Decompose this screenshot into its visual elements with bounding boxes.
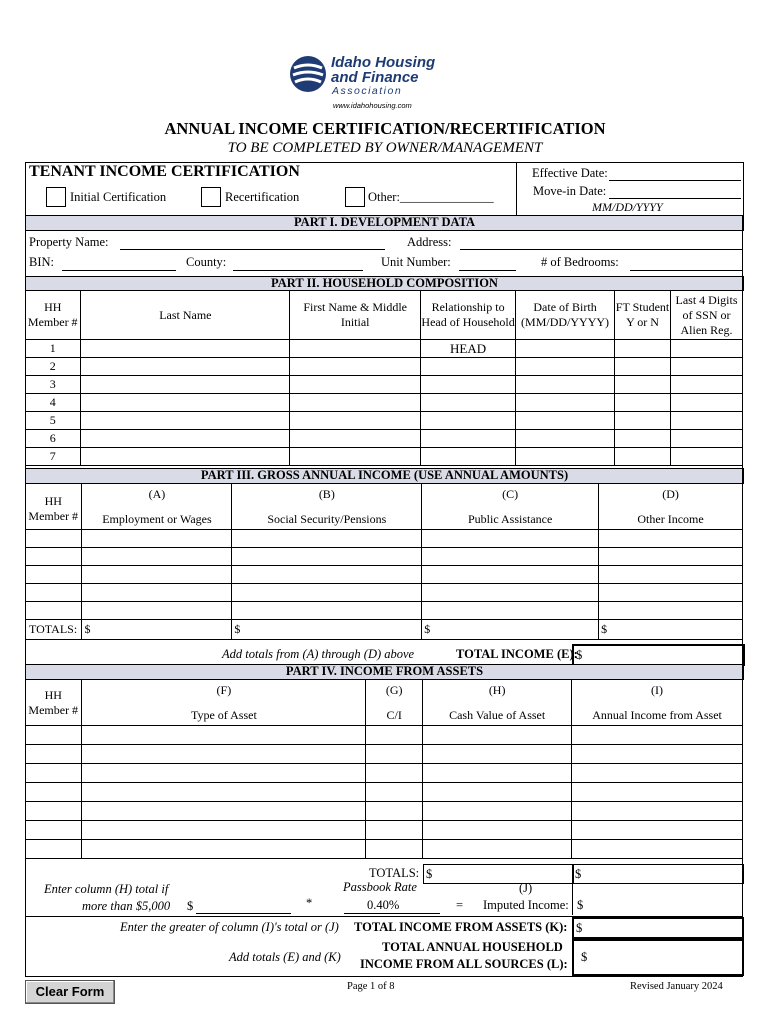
col-ssn: Last 4 Digits of SSN or Alien Reg. [671, 291, 743, 340]
unit-number-label: Unit Number: [381, 255, 451, 269]
ci-field[interactable] [366, 802, 423, 821]
form-bottom-border [25, 976, 743, 977]
col-a-letter: (A) [148, 486, 166, 501]
dob-field[interactable] [516, 394, 615, 412]
logo-line3: Association [332, 85, 403, 97]
passbook-rate-value: 0.40% [367, 898, 400, 912]
dob-field[interactable] [516, 412, 615, 430]
dollar-sign: $ [575, 867, 582, 881]
recert-checkbox[interactable] [201, 187, 221, 207]
other-field[interactable] [599, 602, 743, 620]
bedrooms-field[interactable] [630, 270, 742, 271]
ssn-field[interactable] [671, 430, 743, 448]
dollar-sign: $ [576, 921, 583, 935]
cash-value-field[interactable] [423, 745, 572, 764]
equals-sign: = [456, 898, 464, 912]
first-name-field[interactable] [290, 358, 421, 376]
col-first-name: First Name & Middle Initial [290, 291, 421, 340]
col-c [422, 484, 599, 530]
total-c-field[interactable] [422, 620, 599, 640]
hh-field[interactable] [25, 783, 82, 802]
other-field[interactable] [599, 584, 743, 602]
form-left-border [25, 215, 26, 977]
bin-label: BIN: [29, 255, 54, 269]
total-assets-label: TOTAL INCOME FROM ASSETS (K): [354, 920, 568, 934]
effective-date-field[interactable] [609, 180, 741, 181]
last-name-field[interactable] [81, 448, 290, 466]
ssn-field[interactable] [671, 448, 743, 466]
annual-income-field[interactable] [572, 783, 743, 802]
student-field[interactable] [615, 340, 671, 358]
col-hh-member: HH Member # [25, 291, 81, 340]
total-hh-line1: TOTAL ANNUAL HOUSEHOLD [382, 940, 563, 954]
ci-field[interactable] [366, 821, 423, 840]
asset-type-field[interactable] [82, 745, 366, 764]
annual-income-field[interactable] [572, 840, 743, 859]
part4-header: PART IV. INCOME FROM ASSETS [25, 664, 744, 680]
logo-line2: and Finance [331, 69, 419, 86]
student-field[interactable] [615, 412, 671, 430]
dob-field[interactable] [516, 358, 615, 376]
ss-field[interactable] [232, 548, 422, 566]
pa-field[interactable] [422, 548, 599, 566]
col-c-letter: (C) [502, 486, 519, 501]
property-name-field[interactable] [120, 249, 385, 250]
part1-header: PART I. DEVELOPMENT DATA [25, 215, 744, 231]
col-g-label: C/I [386, 707, 402, 722]
part2-header: PART II. HOUSEHOLD COMPOSITION [25, 276, 744, 291]
col-a-label: Employment or Wages [102, 511, 212, 526]
income-table [25, 483, 743, 640]
relationship-field[interactable] [421, 394, 516, 412]
ssn-field[interactable] [671, 412, 743, 430]
col-c-label: Public Assistance [468, 511, 553, 526]
relationship-field[interactable] [421, 412, 516, 430]
hh-field[interactable] [25, 566, 82, 584]
row-number: 4 [25, 394, 81, 412]
logo [288, 52, 458, 114]
row-number: 6 [25, 430, 81, 448]
clear-form-button[interactable]: Clear Form [25, 980, 115, 1004]
col-i [572, 680, 743, 726]
last-name-field[interactable] [81, 376, 290, 394]
hh-field[interactable] [25, 584, 82, 602]
add-ek-note: Add totals (E) and (K) [229, 950, 341, 964]
wages-field[interactable] [82, 530, 232, 548]
unit-number-field[interactable] [459, 270, 516, 271]
ihfa-logo-icon [288, 54, 328, 94]
ssn-field[interactable] [671, 376, 743, 394]
county-field[interactable] [233, 270, 363, 271]
col-j-letter: (J) [519, 881, 533, 895]
ss-field[interactable] [232, 566, 422, 584]
col-d [599, 484, 743, 530]
relationship-field[interactable] [421, 448, 516, 466]
other-checkbox[interactable] [345, 187, 365, 207]
total-b-field[interactable] [232, 620, 422, 640]
revised-date: Revised January 2024 [630, 981, 723, 992]
hh-field[interactable] [25, 726, 82, 745]
county-label: County: [186, 255, 227, 269]
dollar-sign: $ [581, 950, 588, 964]
ci-field[interactable] [366, 840, 423, 859]
pa-field[interactable] [422, 584, 599, 602]
page-title: ANNUAL INCOME CERTIFICATION/RECERTIFICATION [164, 119, 606, 138]
cash-value-total-field[interactable] [423, 864, 574, 884]
asset-type-field[interactable] [82, 821, 366, 840]
row-number: 5 [25, 412, 81, 430]
last-name-field[interactable] [81, 358, 290, 376]
asset-type-field[interactable] [82, 764, 366, 783]
dollar-sign: $ [234, 622, 241, 636]
col-f-letter: (F) [216, 682, 232, 697]
other-label: Other:_______________ [368, 190, 494, 204]
page-subtitle: TO BE COMPLETED BY OWNER/MANAGEMENT [227, 140, 543, 156]
student-field[interactable] [615, 430, 671, 448]
passbook-rate-underline [344, 913, 440, 914]
dollar-sign: $ [424, 622, 431, 636]
asset-type-field[interactable] [82, 726, 366, 745]
hh-field[interactable] [25, 745, 82, 764]
initial-cert-label: Initial Certification [70, 190, 167, 204]
movein-date-field[interactable] [609, 198, 741, 199]
dollar-sign: $ [577, 898, 584, 912]
address-field[interactable] [460, 249, 742, 250]
add-totals-note: Add totals from (A) through (D) above [222, 647, 415, 661]
hh-field[interactable] [25, 764, 82, 783]
wages-field[interactable] [82, 566, 232, 584]
recert-label: Recertification [225, 190, 300, 204]
initial-cert-checkbox[interactable] [46, 187, 66, 207]
tic-divider [516, 162, 517, 215]
annual-income-field[interactable] [572, 802, 743, 821]
totals-label [25, 620, 82, 640]
part3-header: PART III. GROSS ANNUAL INCOME (USE ANNUAL AMOUNTS) [25, 468, 744, 484]
address-label: Address: [407, 235, 452, 249]
relationship-field[interactable] [421, 358, 516, 376]
totals-text: TOTALS: [29, 622, 78, 636]
dollar-sign: $ [601, 622, 608, 636]
logo-website: www.idahohousing.com [333, 101, 412, 110]
cash-value-field[interactable] [423, 821, 572, 840]
col-d-label: Other Income [637, 511, 704, 526]
ssn-field[interactable] [671, 340, 743, 358]
col-dob: Date of Birth (MM/DD/YYYY) [516, 291, 615, 340]
dob-field[interactable] [516, 376, 615, 394]
pa-field[interactable] [422, 566, 599, 584]
multiply-sign: * [306, 896, 313, 910]
form-right-border [742, 215, 743, 977]
dollar-sign: $ [576, 648, 583, 662]
row-number: 1 [25, 340, 81, 358]
wages-field[interactable] [82, 584, 232, 602]
col-relationship: Relationship to Head of Household [421, 291, 516, 340]
annual-income-field[interactable] [572, 726, 743, 745]
col-hh-member: HH Member # [25, 680, 82, 726]
other-field[interactable] [599, 530, 743, 548]
col-g-letter: (G) [385, 682, 403, 697]
row-number: 7 [25, 448, 81, 466]
imputed-income-field[interactable] [572, 883, 743, 915]
row-number: 2 [25, 358, 81, 376]
total-hh-line2: INCOME FROM ALL SOURCES (L): [360, 957, 568, 971]
relationship-field[interactable] [421, 376, 516, 394]
wages-field[interactable] [82, 602, 232, 620]
logo-line1: Idaho Housing [331, 54, 436, 71]
ci-field[interactable] [366, 745, 423, 764]
ss-field[interactable] [232, 530, 422, 548]
dollar-sign: $ [187, 899, 194, 913]
student-field[interactable] [615, 358, 671, 376]
first-name-field[interactable] [290, 412, 421, 430]
col-f-label: Type of Asset [190, 707, 257, 722]
ss-field[interactable] [232, 602, 422, 620]
asset-totals-label: TOTALS: [369, 866, 420, 880]
asset-type-field[interactable] [82, 840, 366, 859]
total-income-field[interactable] [572, 644, 745, 666]
movein-date-label: Move-in Date: [533, 184, 607, 198]
cash-value-over-5000-field[interactable] [196, 913, 291, 914]
hh-field[interactable] [25, 821, 82, 840]
cash-value-field[interactable] [423, 840, 572, 859]
col-last-name: Last Name [81, 291, 290, 340]
student-field[interactable] [615, 448, 671, 466]
wages-field[interactable] [82, 548, 232, 566]
date-format-hint: MM/DD/YYYY [592, 200, 663, 214]
cash-value-field[interactable] [423, 764, 572, 783]
row-number: 3 [25, 376, 81, 394]
effective-date-label: Effective Date: [532, 166, 608, 180]
last-name-field[interactable] [81, 430, 290, 448]
asset-type-field[interactable] [82, 802, 366, 821]
cash-value-field[interactable] [423, 783, 572, 802]
ss-field[interactable] [232, 584, 422, 602]
col-b-label: Social Security/Pensions [267, 511, 387, 526]
property-name-label: Property Name: [29, 235, 109, 249]
bedrooms-label: # of Bedrooms: [541, 255, 619, 269]
col-h [423, 680, 572, 726]
last-name-field[interactable] [81, 340, 290, 358]
ssn-field[interactable] [671, 394, 743, 412]
col-i-label: Annual Income from Asset [592, 707, 722, 722]
first-name-field[interactable] [290, 430, 421, 448]
page-number: Page 1 of 8 [347, 981, 395, 992]
cash-value-field[interactable] [423, 726, 572, 745]
tic-heading: TENANT INCOME CERTIFICATION [29, 163, 300, 180]
cash-value-field[interactable] [423, 802, 572, 821]
col-h-letter: (H) [488, 682, 506, 697]
first-name-field[interactable] [290, 340, 421, 358]
col-d-letter: (D) [662, 486, 679, 501]
total-assets-field[interactable] [572, 917, 744, 939]
more-than-note: more than $5,000 [82, 899, 171, 913]
dob-field[interactable] [516, 340, 615, 358]
relationship-field: HEAD [421, 340, 516, 358]
dollar-sign: $ [426, 867, 433, 881]
student-field[interactable] [615, 376, 671, 394]
annual-income-field[interactable] [572, 764, 743, 783]
hh-field[interactable] [25, 602, 82, 620]
total-income-label: TOTAL INCOME (E): [456, 647, 578, 661]
total-household-income-field[interactable] [572, 939, 744, 976]
col-b [232, 484, 422, 530]
col-f [82, 680, 366, 726]
col-a [82, 484, 232, 530]
household-table [25, 290, 743, 466]
annual-income-field[interactable] [572, 745, 743, 764]
first-name-field[interactable] [290, 448, 421, 466]
last-name-field[interactable] [81, 394, 290, 412]
col-ft-student: FT Student Y or N [615, 291, 671, 340]
annual-income-total-field[interactable] [572, 864, 744, 884]
relationship-field[interactable] [421, 430, 516, 448]
col-g [366, 680, 423, 726]
col-h-label: Cash Value of Asset [449, 707, 546, 722]
first-name-field[interactable] [290, 376, 421, 394]
hh-field[interactable] [25, 548, 82, 566]
student-field[interactable] [615, 394, 671, 412]
ssn-field[interactable] [671, 358, 743, 376]
hh-field[interactable] [25, 802, 82, 821]
total-d-field[interactable] [599, 620, 743, 640]
ci-field[interactable] [366, 764, 423, 783]
hh-field[interactable] [25, 840, 82, 859]
col-i-letter: (I) [651, 682, 664, 697]
dob-field[interactable] [516, 448, 615, 466]
pa-field[interactable] [422, 602, 599, 620]
last-name-field[interactable] [81, 412, 290, 430]
other-field[interactable] [599, 566, 743, 584]
ci-field[interactable] [366, 726, 423, 745]
hh-field[interactable] [25, 530, 82, 548]
ci-field[interactable] [366, 783, 423, 802]
bin-field[interactable] [62, 270, 176, 271]
enter-column-h-note: Enter column (H) total if [44, 882, 169, 896]
enter-greater-note: Enter the greater of column (I)'s total or (J) [120, 920, 339, 934]
passbook-rate-label: Passbook Rate [343, 880, 417, 894]
col-hh-member: HH Member # [25, 484, 82, 530]
dob-field[interactable] [516, 430, 615, 448]
pa-field[interactable] [422, 530, 599, 548]
first-name-field[interactable] [290, 394, 421, 412]
imputed-income-label: Imputed Income: [483, 898, 569, 912]
dollar-sign: $ [84, 622, 91, 636]
assets-table [25, 679, 743, 859]
annual-income-field[interactable] [572, 821, 743, 840]
total-a-field[interactable] [82, 620, 232, 640]
col-b-letter: (B) [318, 486, 335, 501]
asset-type-field[interactable] [82, 783, 366, 802]
other-field[interactable] [599, 548, 743, 566]
